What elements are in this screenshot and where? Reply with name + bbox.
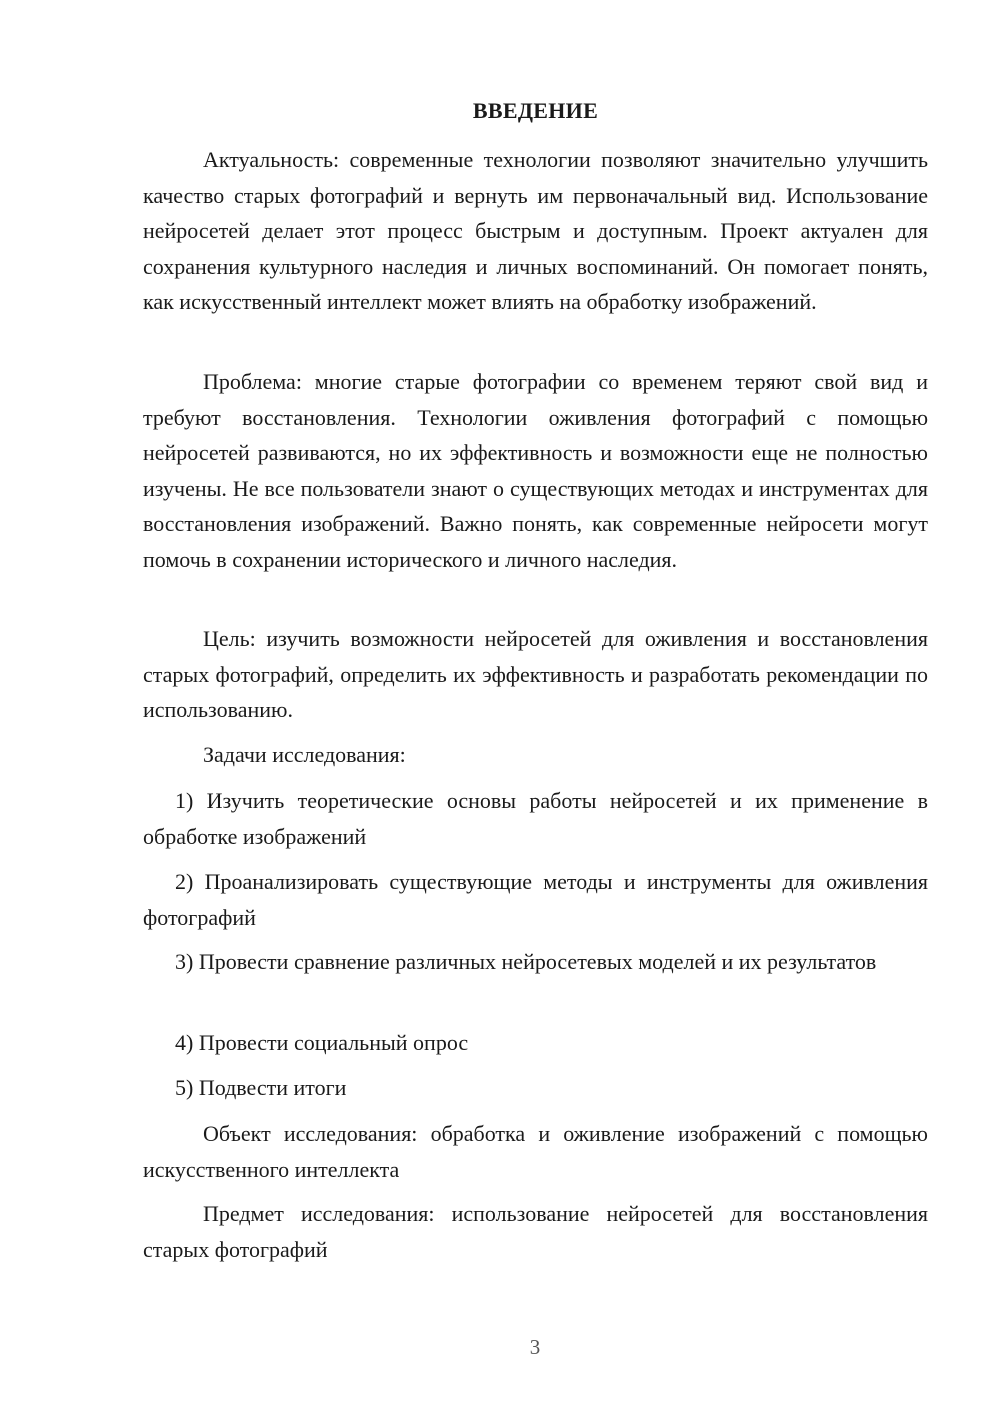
- task-item-3: 3) Провести сравнение различных нейросетевых моделей и их результатов: [175, 949, 877, 974]
- task-item-5: 5) Подвести итоги: [175, 1075, 347, 1100]
- goal-paragraph: Цель: изучить возможности нейросетей для оживления и восстановления старых фотографий, определить их эффективность и разработать рекомендации по использованию.: [143, 626, 928, 722]
- problem-paragraph: Проблема: многие старые фотографии со временем теряют свой вид и требуют восстановления. Технологии оживления фотографий с помощью нейросетей развиваются, но их эффективность и возможности еще не полностью изучены. Не все пользователи знают о существующих методах и инструментах для восстановления изображений. Важно понять, как современные нейросети могут помочь в сохранении исторического и личного наследия.: [143, 369, 928, 572]
- tasks-heading: Задачи исследования:: [203, 742, 406, 767]
- page-number: 3: [529, 1335, 541, 1359]
- research-object-paragraph: Объект исследования: обработка и оживление изображений с помощью искусственного интеллекта: [143, 1121, 928, 1182]
- section-heading: ВВЕДЕНИЕ: [472, 98, 599, 123]
- research-subject-paragraph: Предмет исследования: использование нейросетей для восстановления старых фотографий: [143, 1201, 928, 1262]
- relevance-paragraph: Актуальность: современные технологии позволяют значительно улучшить качество старых фотографий и вернуть им первоначальный вид. Использование нейросетей делает этот процесс быстрым и доступным. Проект актуален для сохранения культурного наследия и личных воспоминаний. Он помогает понять, как искусственный интеллект может влиять на обработку изображений.: [143, 147, 928, 314]
- task-item-1: 1) Изучить теоретические основы работы нейросетей и их применение в обработке изображений: [143, 788, 928, 849]
- task-item-4: 4) Провести социальный опрос: [175, 1030, 469, 1055]
- task-item-2: 2) Проанализировать существующие методы и инструменты для оживления фотографий: [143, 869, 928, 930]
